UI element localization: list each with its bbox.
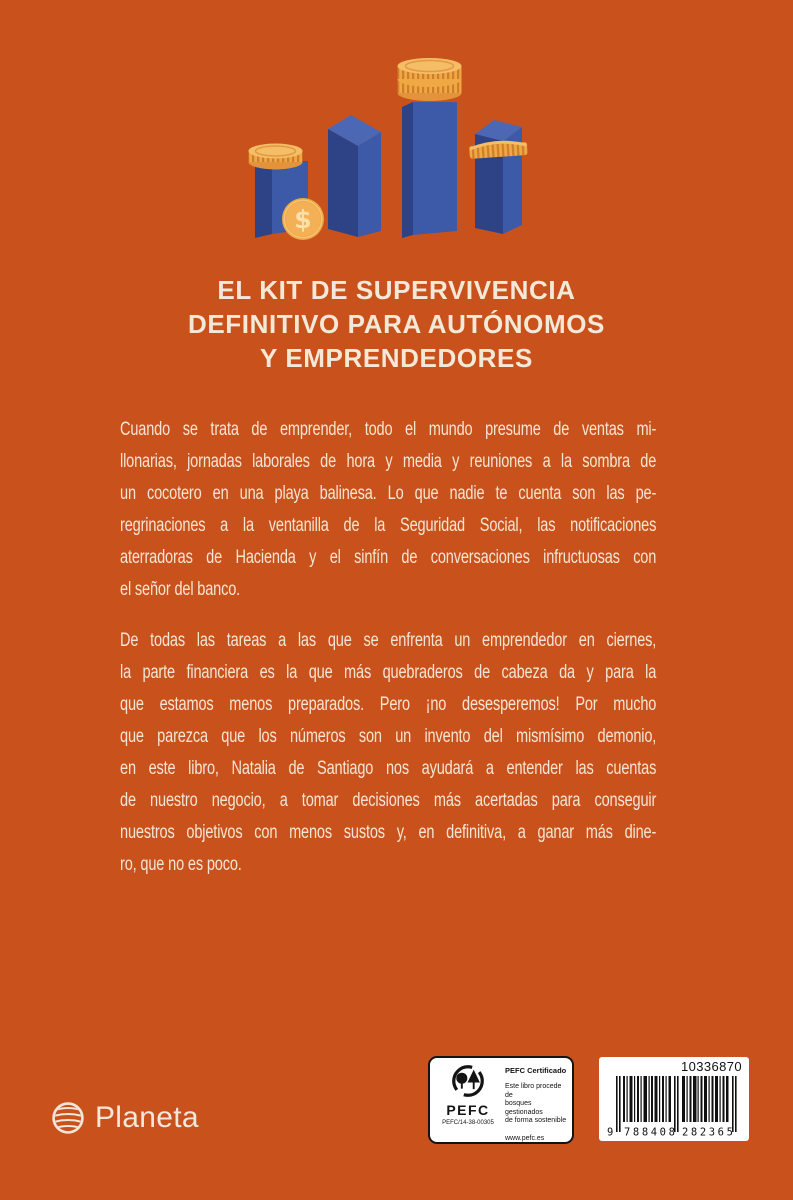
pefc-url: www.pefc.es <box>505 1134 545 1142</box>
blurb-paragraph-1 <box>120 414 656 606</box>
tagline-line: DEFINITIVO PARA AUTÓNOMOS <box>187 309 606 339</box>
blurb-line: que estamos menos preparados. Pero ¡no desesperemos! Por mucho <box>120 694 657 715</box>
coin-icon <box>249 144 303 170</box>
pefc-text-column <box>500 1063 567 1142</box>
ean-digit-group-2: 282365 <box>682 1126 736 1138</box>
blurb-line: de nuestro negocio, a tomar decisiones más acertadas para conseguir <box>120 790 657 811</box>
publisher-logo <box>50 1100 199 1136</box>
publisher-name: Planeta <box>95 1101 199 1134</box>
pefc-description-line: de forma sostenible <box>505 1117 567 1125</box>
pefc-logo-icon <box>445 1063 491 1101</box>
blurb-line: que parezca que los números son un invento del mismísimo demonio, <box>120 726 657 747</box>
tagline-line: Y EMPRENDEDORES <box>260 343 533 373</box>
dollar-sign: $ <box>294 205 312 234</box>
pefc-logo-column <box>436 1063 500 1138</box>
pefc-description-line: bosques gestionados <box>505 1100 543 1116</box>
blurb-line: en este libro, Natalia de Santiago nos ayudará a entender las cuentas <box>120 758 657 779</box>
blurb-line: ro, que no es poco. <box>120 854 242 875</box>
ean-barcode <box>606 1074 742 1138</box>
blurb-line: aterradoras de Hacienda y el sinfín de conversaciones infructuosas con <box>120 547 657 568</box>
blurb-line: llonarias, jornadas laborales de hora y media y reuniones a la sombra de <box>120 451 657 472</box>
blurb-line: un cocotero en una playa balinesa. Lo que nadie te cuenta son las pe- <box>120 483 657 504</box>
tagline-heading <box>0 273 793 375</box>
barcode-panel <box>599 1057 749 1141</box>
pefc-certification-label <box>428 1056 574 1144</box>
ean-digit-left: 9 <box>607 1126 614 1138</box>
blurb-line: nuestros objetivos con menos sustos y, en definitiva, a ganar más dine- <box>120 822 657 843</box>
blurb-line: el señor del banco. <box>120 579 241 600</box>
pefc-certificate-code: PEFC/14-38-00305 <box>442 1120 494 1126</box>
blurb-line: la parte financiera es la que más quebraderos de cabeza da y para la <box>120 662 657 683</box>
blurb-line: Cuando se trata de emprender, todo el mundo presume de ventas mi- <box>120 419 657 440</box>
pefc-description-line: Este libro procede de <box>505 1083 562 1099</box>
pefc-title: PEFC Certificado <box>505 1066 567 1075</box>
blurb-line: De todas las tareas a las que se enfrenta un emprendedor en ciernes, <box>120 630 657 651</box>
tagline-line: EL KIT DE SUPERVIVENCIA <box>217 275 576 305</box>
blurb-line: regrinaciones a la ventanilla de la Seguridad Social, las notificaciones <box>120 515 657 536</box>
back-cover-blurb <box>120 414 656 881</box>
blurb-paragraph-2 <box>120 625 656 881</box>
ean-digit-group-1: 788408 <box>624 1126 678 1138</box>
barcode-top-number: 10336870 <box>680 1059 742 1074</box>
bar-chart-coins-illustration <box>237 45 557 245</box>
bar-3 <box>398 58 462 238</box>
coin-stack-icon <box>398 58 462 101</box>
pefc-wordmark: PEFC <box>446 1102 490 1118</box>
bar-4 <box>469 120 528 234</box>
dollar-coin-icon <box>282 198 324 240</box>
planeta-globe-icon <box>50 1100 86 1136</box>
bar-2 <box>328 115 381 237</box>
